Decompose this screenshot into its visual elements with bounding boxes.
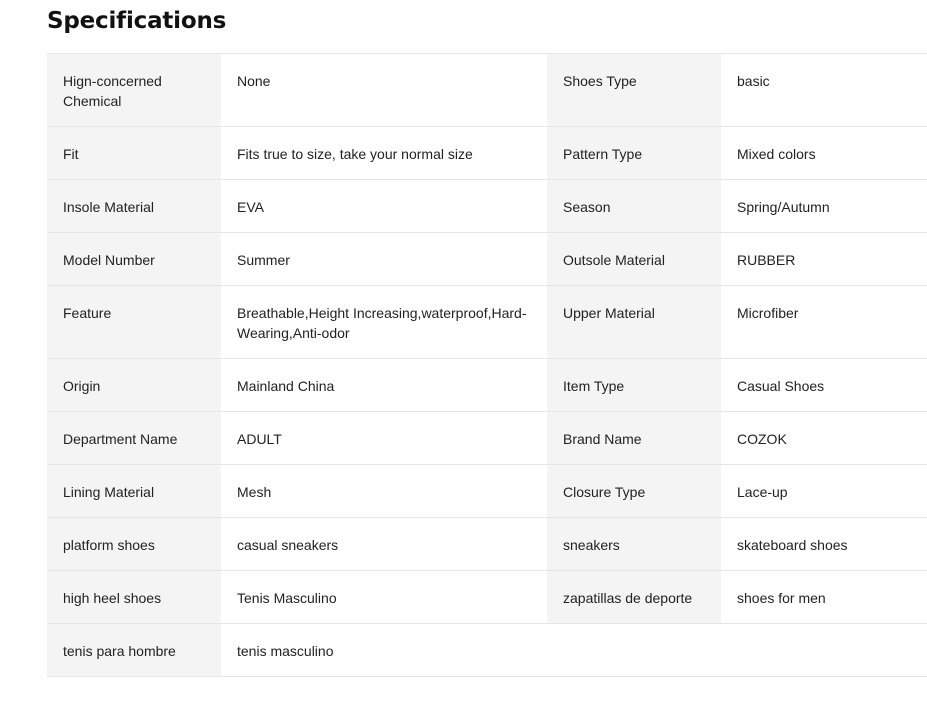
spec-value: Breathable,Height Increasing,waterproof,Hard-Wearing,Anti-odor: [221, 286, 547, 358]
spec-label: Origin: [47, 359, 221, 411]
spec-row: [47, 465, 927, 518]
spec-label: Brand Name: [547, 412, 721, 464]
spec-empty-cell: [547, 624, 721, 676]
spec-label: Model Number: [47, 233, 221, 285]
spec-row: [47, 54, 927, 127]
spec-value: Microfiber: [721, 286, 927, 358]
spec-value: casual sneakers: [221, 518, 547, 570]
spec-value: Fits true to size, take your normal size: [221, 127, 547, 179]
spec-row: [47, 571, 927, 624]
spec-value: EVA: [221, 180, 547, 232]
spec-row: [47, 624, 927, 677]
spec-label: Season: [547, 180, 721, 232]
spec-value: ADULT: [221, 412, 547, 464]
spec-row: [47, 518, 927, 571]
spec-label: Lining Material: [47, 465, 221, 517]
spec-value: skateboard shoes: [721, 518, 927, 570]
spec-row: [47, 127, 927, 180]
spec-label: Hign-concerned Chemical: [47, 54, 221, 126]
spec-row: [47, 359, 927, 412]
spec-label: Fit: [47, 127, 221, 179]
spec-value: tenis masculino: [221, 624, 547, 676]
spec-label: Closure Type: [547, 465, 721, 517]
specifications-table: [47, 53, 927, 677]
spec-value: COZOK: [721, 412, 927, 464]
spec-value: Mainland China: [221, 359, 547, 411]
spec-value: Tenis Masculino: [221, 571, 547, 623]
spec-label: Department Name: [47, 412, 221, 464]
spec-value: Summer: [221, 233, 547, 285]
spec-value: Spring/Autumn: [721, 180, 927, 232]
spec-value: None: [221, 54, 547, 126]
spec-label: Upper Material: [547, 286, 721, 358]
spec-row: [47, 233, 927, 286]
spec-value: RUBBER: [721, 233, 927, 285]
spec-value: Casual Shoes: [721, 359, 927, 411]
spec-label: Insole Material: [47, 180, 221, 232]
spec-label: Item Type: [547, 359, 721, 411]
spec-empty-cell: [721, 624, 927, 676]
section-title: Specifications: [47, 8, 227, 34]
spec-label: Outsole Material: [547, 233, 721, 285]
spec-label: Pattern Type: [547, 127, 721, 179]
spec-value: Lace-up: [721, 465, 927, 517]
spec-row: [47, 286, 927, 359]
spec-value: Mesh: [221, 465, 547, 517]
spec-value: shoes for men: [721, 571, 927, 623]
spec-label: zapatillas de deporte: [547, 571, 721, 623]
spec-value: basic: [721, 54, 927, 126]
spec-label: sneakers: [547, 518, 721, 570]
spec-row: [47, 180, 927, 233]
spec-value: Mixed colors: [721, 127, 927, 179]
spec-row: [47, 412, 927, 465]
spec-label: Feature: [47, 286, 221, 358]
spec-label: Shoes Type: [547, 54, 721, 126]
spec-label: platform shoes: [47, 518, 221, 570]
spec-label: high heel shoes: [47, 571, 221, 623]
spec-label: tenis para hombre: [47, 624, 221, 676]
